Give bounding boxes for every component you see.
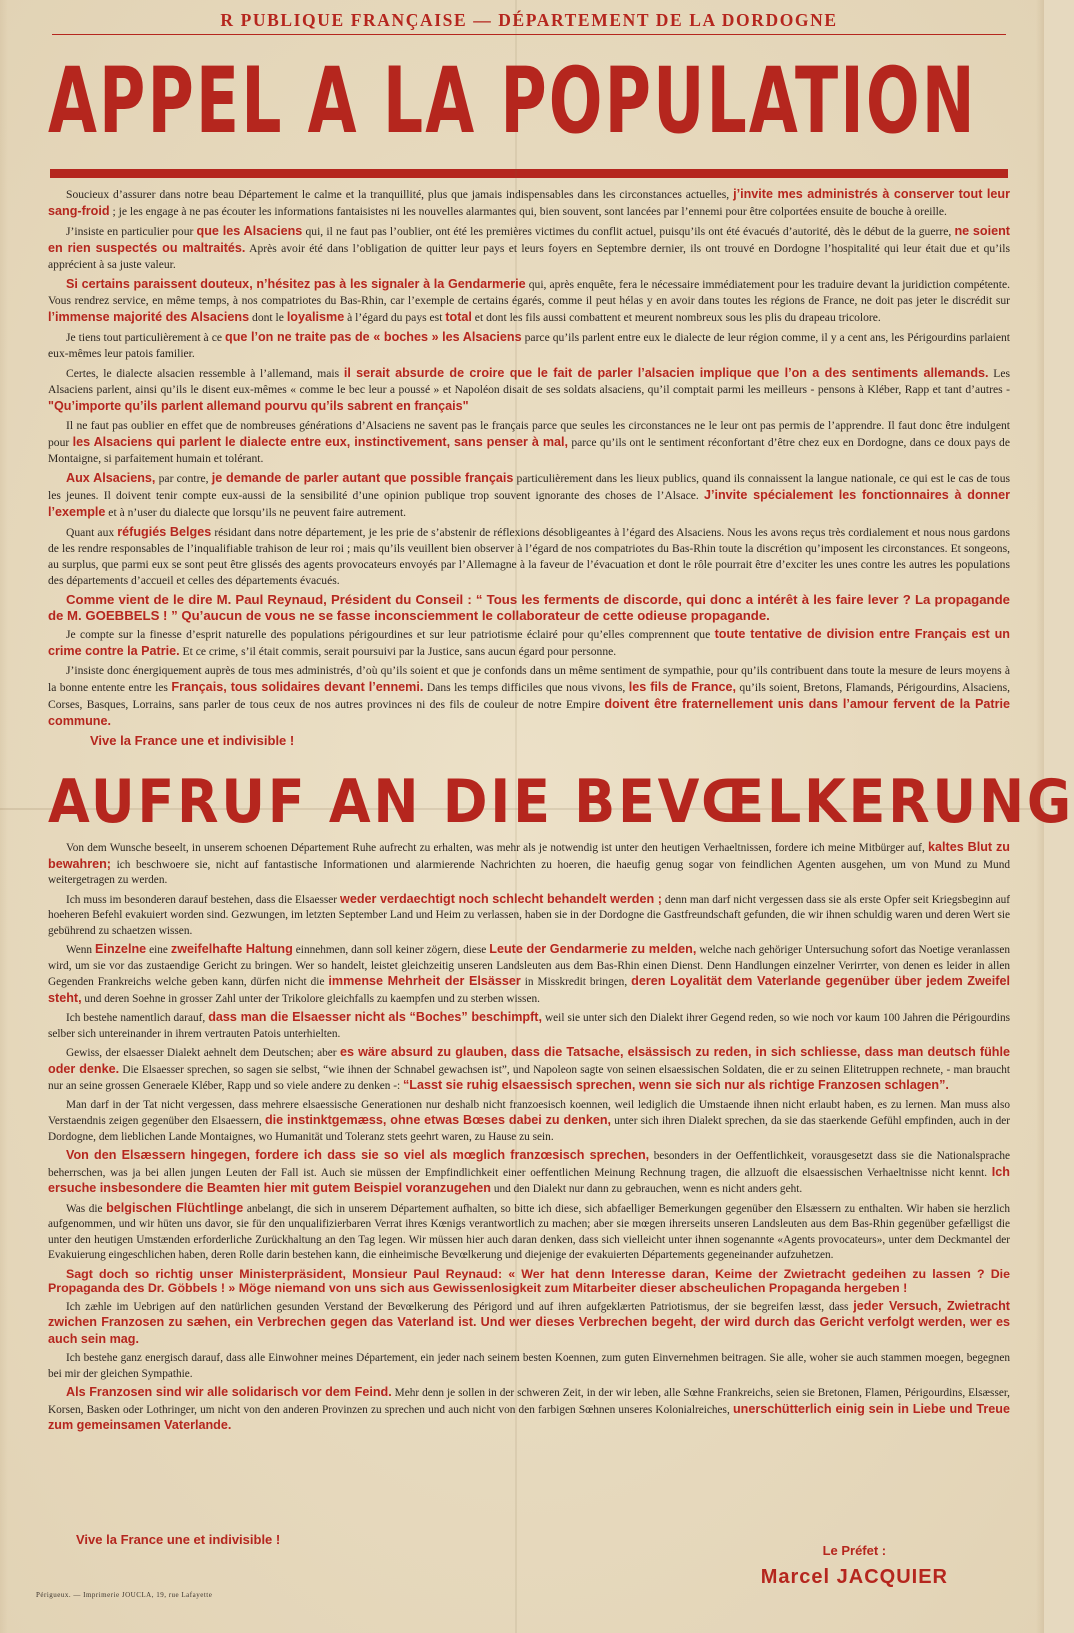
emphasis-text: Aux Alsaciens,	[66, 471, 156, 485]
body-text: in Misskredit bringen,	[520, 976, 632, 988]
fr-paragraph	[48, 626, 1010, 660]
fr-paragraph	[48, 663, 1010, 730]
emphasis-text: die instinktgemæss, ohne etwas Bœses dabei zu denken,	[264, 1113, 612, 1127]
emphasis-text: les fils de France,	[628, 680, 736, 694]
emphasis-text: doivent être fraternellement unis dans l’amour fervent de la Patrie commune.	[48, 697, 1010, 728]
emphasis-text: kaltes Blut zu bewahren;	[48, 840, 1010, 871]
emphasis-text: j’invite mes administrés à conserver tout leur sang-froid	[48, 187, 1010, 218]
emphasis-text: les Alsaciens qui parlent le dialecte entre eux, instinctivement, sans penser à mal,	[72, 435, 569, 449]
body-text: Die Elsaesser sprechen, so sagen sie selbst, “wie ihnen der Schnabel gewachsen ist”, und Napoleon sagte von seinen elsaessischen Soldaten, die er zu seinen Elitetruppen rechnete, - man braucht nur an seine grossen Generaele Kléber, Rapp und so viele andere zu denken -:	[48, 1063, 1011, 1092]
body-text: Von dem Wunsche beseelt, in unserem schoenen Département Ruhe aufrecht zu erhalten, was mehr als je notwendig ist unter den heutigen Verhaeltnissen, fordere ich meine Mitbürger auf,	[66, 842, 928, 854]
body-text: par contre,	[155, 472, 212, 485]
de-paragraph	[48, 892, 1010, 940]
title-german: AUFRUF AN DIE BEVŒLKERUNG	[48, 767, 1074, 837]
signature-role: Le Préfet :	[822, 1543, 887, 1558]
body-text: und deren Soehne in grosser Zahl unter der Trikolore gleichfalls zu kaempfen und zu sterben wissen.	[81, 992, 540, 1005]
body-text: résidant dans notre département, je les prie de s’abstenir de réflexions désobligeantes à l’égard des Alsaciens. Nous les avons reçus très cordialement et nous nous gardons de les rendre responsables de l’inqualifiable trahison de leur roi ; mais qu’ils veuillent bien observer à l’égard de nos compatriotes du Bas-Rhin toute la discrétion qu’imposent les circonstances. Et songeons, au surplus, que parmi eux se sont peut être glissés des agents provocateurs envoyés par l’Allemagne à la faveur de l’évacuation et dont le rôle pourrait être d’exciter les unes contre les autres les populations des départements d’accueil et celles des départements évacués.	[48, 526, 1010, 587]
fr-reynaud-quote: Comme vient de le dire M. Paul Reynaud, Président du Conseil : “ Tous les ferments de discorde, qui donc a intérêt à les faire lever ? La propagande de M. GOEBBELS ! ” Qu’aucun de vous ne se fasse inconsciemment le collaborateur de cette odieuse propagande.	[48, 592, 1010, 623]
body-text: anbelangt, die sich in unserem Département aufhalten, so bitte ich diese, sich abfaelliger Bemerkungen gegenüber den Elsæssern zu enthalten. Wir haben sie herzlich aufgenommen, und wir hüten uns davor, sie für den unqualifizierbaren Verrat ihres Kœnigs verantwortlich zu machen; aber sie mœgen ihrerseits unseren Landsleuten aus dem Bas-Rhin gegenüber gefælligst die unter den heutigen Umstænden erforderliche Zurückhaltung an den Tag legen. Wir müssen hier auch daran denken, dass sich vielleicht unter ihnen sogenannte «Agents provocateurs», unter dem Deckmantel der Evakuierung eingeschlichen haben, deren Rolle darin bestehen kann, die einheimische Bevœlkerung und diejenige der evakuierten Départements gegeneinander aufzuhetzen.	[48, 1202, 1010, 1261]
emphasis-text: Français, tous solidaires devant l’ennemi.	[171, 680, 424, 694]
de-paragraph	[48, 1148, 1010, 1198]
body-text: und den Dialekt nur dann zu gebrauchen, wenn es nicht anders geht.	[491, 1183, 803, 1195]
body-text: besonders in der Oeffentlichkeit, vorausgesetzt dass sie die Nationalsprache beherrschen, was ja bei allen jungen Leuten der Fall ist. Auch sie müssen der Empfindlichkeit einer oeffentlichen Meinung Rechnung tragen, die allzuoft die elsaessischen Verhaeltnisse nicht kennt.	[48, 1150, 1010, 1179]
emphasis-text: loyalisme	[286, 310, 345, 324]
body-text: welche nach gehöriger Untersuchung sofort das Noetige veranlassen wird, um sie vor das zustaendige Gericht zu bringen. Wer so handelt, leistet gleichzeitig unseren Landsleuten aus dem Bas-Rhin einen Dienst. Denn Handlungen einzelner Verirrter, von denen es leider in allen Gegenden Frankreichs welche geben kann, dürfen nicht die	[48, 944, 1010, 988]
fr-paragraph	[48, 524, 1010, 589]
emphasis-text: l’immense majorité des Alsaciens	[48, 310, 250, 324]
de-paragraph	[48, 942, 1010, 1007]
body-text: parce qu’ils ont le sentiment réconfortant d’être chez eux en Dordogne, dans ce doux pays de Montaigne, si parfaitement humain et tolérant.	[48, 436, 1010, 465]
body-text: Ich zæhle im Uebrigen auf den natürlichen gesunden Verstand der Bevœlkerung des Périgord und auf ihren aufgeklærten Patriotismus, der sie begreifen læsst, dass	[66, 1300, 854, 1313]
signature-block	[761, 1543, 948, 1589]
body-text: denn man darf nicht vergessen dass sie als erste Opfer seit Kriegsbeginn auf hoeheren Befehl evakuiert worden sind. Gezwungen, im letzten September Land und Heim zu verlassen, haben sie in der Dordogne die Gastfreundschaft gefunden, die wir ihnen schuldig waren und deren Wert sie gebührend zu schaetzen wissen.	[48, 893, 1011, 937]
body-text: Et ce crime, s’il était commis, serait poursuivi par la Justice, sans aucun égard pour personne.	[179, 645, 617, 658]
body-text: Man darf in der Tat nicht vergessen, dass mehrere elsaessische Generationen nur deshalb nicht franzoesisch koennen, weil lediglich die Umstaende ihnen nicht erlaubt haben, es zu lernen. Man muss also Verstaendnis zeigen gegenüber den Elsaessern,	[48, 1098, 1010, 1127]
emphasis-text: "Qu’importe qu’ils parlent allemand pourvu qu’ils sabrent en français"	[48, 399, 469, 413]
body-text: Les Alsaciens parlent, ainsi qu’ils le disent eux-mêmes « comme le bec leur a poussé » et Napoléon disait de ses soldats alsaciens, qu’il comptait parmi les meilleurs - pensons à Kléber, Rapp et tant d’autres -	[48, 367, 1011, 396]
emphasis-text: Si certains paraissent douteux, n’hésitez pas à les signaler à la Gendarmerie	[66, 277, 526, 291]
emphasis-text: Leute der Gendarmerie zu melden,	[489, 942, 697, 956]
body-text: Certes, le dialecte alsacien ressemble à l’allemand, mais	[66, 367, 344, 380]
body-text: J’insiste donc énergiquement auprès de tous mes administrés, d’où qu’ils soient et que je confonds dans un même sentiment de sympathie, pour qu’ils contribuent dans toute la mesure de leurs moyens à la bonne entente entre les	[48, 664, 1010, 694]
fr-paragraph	[48, 186, 1010, 220]
emphasis-text: Einzelne	[95, 942, 147, 956]
body-text: ; je les engage à ne pas écouter les informations fantaisistes ni les nouvelles alarmantes qui, bien souvent, sont lancées par l’ennemi pour être colportées ensuite de bouche à oreille.	[109, 205, 947, 218]
de-paragraph	[48, 1201, 1010, 1264]
emphasis-text: es wäre absurd zu glauben, dass die Tatsache, elsässisch zu reden, in sich schliesse, dass man deutsch fühle oder denke.	[48, 1045, 1011, 1076]
emphasis-text: belgischen Flüchtlinge	[106, 1200, 244, 1215]
poster-header: R PUBLIQUE FRANÇAISE — DÉPARTEMENT DE LA DORDOGNE	[52, 10, 1006, 35]
emphasis-text: que l’on ne traite pas de « boches » les Alsaciens	[225, 330, 522, 344]
printer-imprint: Périgueux. — Imprimerie JOUCLA, 19, rue Lafayette	[36, 1591, 213, 1599]
body-text: à l’égard du pays est	[344, 311, 446, 324]
fr-paragraph	[48, 276, 1010, 326]
emphasis-text: total	[445, 310, 472, 324]
body-text: particulièrement dans les lieux publics, quand ils connaissent la langue nationale, ce qui est le cas de tous les jeunes. Il doivent tenir compte eux-aussi de la sensibilité d’une opinion publique trop souvent ignorante des choses de l’Alsace.	[48, 472, 1010, 502]
body-text: Was die	[66, 1202, 107, 1215]
body-text: einnehmen, dann soll keiner zögern, diese	[292, 944, 490, 956]
body-text: Ich bestehe namentlich darauf,	[66, 1012, 209, 1024]
body-text: Wenn	[66, 944, 96, 956]
signature-name: Marcel JACQUIER	[760, 1566, 948, 1588]
fr-closing-slogan: Vive la France une et indivisible !	[90, 733, 295, 748]
title-underline-rule	[50, 169, 1008, 178]
body-text: ich beschwoere sie, nicht auf fantastische Informationen und alarmierende Nachrichten zu hoeren, die haeufig genug sogar von feindlichen Agenten ausgehen, um von Mund zu Mund weitergetragen zu werden.	[48, 858, 1010, 886]
emphasis-text: dass man die Elsaesser nicht als “Boches” beschimpft,	[208, 1010, 542, 1024]
body-text: Dans les temps difficiles que nous vivons,	[423, 681, 629, 694]
body-text: unter sich ihren Dialekt sprechen, da sie das staerkende Gefühl empfinden, auch in der Dordogne, dem lieblichen Lande Montaignes, wo Humanität und Toleranz stets geehrt waren, zu Hause zu sein.	[48, 1115, 1010, 1143]
german-text	[48, 840, 1010, 1435]
fr-paragraph	[48, 470, 1010, 521]
body-text: qu’ils soient, Bretons, Flamands, Périgourdins, Alsaciens, Corses, Basques, Lorrains, sans parler de tous ceux de nos autres provinces ni des fils de couleur de notre Empire	[48, 681, 1011, 711]
body-text: weil sie unter sich den Dialekt ihrer Gegend reden, so wie noch vor kaum 100 Jahren die Périgourdins selber sich untereinander in ihrem vertrauten Patois unterhielten.	[48, 1012, 1010, 1040]
de-paragraph	[48, 1299, 1010, 1349]
body-text: Je compte sur la finesse d’esprit naturelle des populations périgourdines et sur leur patriotisme éclairé pour qu’elles comprennent que	[66, 628, 715, 641]
body-text: qui, il ne faut pas l’oublier, ont été les premières victimes du conflit actuel, puisqu’ils ont été évacués d’autorité, dès le début de la guerre,	[302, 225, 955, 238]
emphasis-text: ne soient en rien suspectés ou maltraités.	[48, 224, 1010, 255]
body-text: Gewiss, der elsaesser Dialekt aehnelt dem Deutschen; aber	[66, 1047, 340, 1059]
emphasis-text: J’invite spécialement les fonctionnaires à donner l’exemple	[48, 488, 1010, 519]
emphasis-text: Ich ersuche insbesondere die Beamten hier mit gutem Beispiel voranzugehen	[48, 1164, 1010, 1195]
body-text: Mehr denn je sollen in der schweren Zeit, in der wir leben, alle Sœhne Frankreichs, seien sie Bretonen, Flamen, Périgourdins, Elsæsser, Korsen, Basken oder Lothringer, um nicht von den anderen Provinzen zu sprechen und auch nicht von den farbigen Sœhnen unseres Kolonialreiches,	[48, 1387, 1011, 1416]
de-paragraph	[48, 1045, 1010, 1095]
emphasis-text: jeder Versuch, Zwietracht zwichen Franzosen zu sæhen, ein Verbrechen gegen das Vaterland ist. Und wer dieses Verbrechen begeht, der wird durch das Gericht verfolgt werden, wer es auch sein mag.	[48, 1298, 1010, 1346]
de-paragraph	[48, 1351, 1010, 1382]
title-french: APPEL A LA POPULATION	[48, 49, 977, 154]
fr-paragraph	[48, 223, 1010, 273]
body-text: et dont les fils aussi combattent et meurent nombreux sous les plis du drapeau tricolore.	[471, 311, 881, 324]
de-paragraph	[48, 1385, 1010, 1435]
body-text: Soucieux d’assurer dans notre beau Département le calme et la tranquillité, plus que jamais indispensables dans les circonstances actuelles,	[66, 188, 734, 201]
emphasis-text: je demande de parler autant que possible français	[211, 471, 514, 485]
body-text: Quant aux	[66, 526, 118, 539]
de-reynaud-quote: Sagt doch so richtig unser Ministerpräsident, Monsieur Paul Reynaud: « Wer hat denn Interesse daran, Keime der Zwietracht gedeihen zu lassen ? Die Propaganda des Dr. Göbbels ! » Möge niemand von uns sich aus Gewissenlosigkeit zum Mitarbeiter dieser abscheulichen Propaganda hergeben !	[48, 1266, 1010, 1295]
emphasis-text: que les Alsaciens	[196, 224, 303, 238]
emphasis-text: zweifelhafte Haltung	[170, 942, 293, 956]
body-text: Après avoir été dans l’obligation de quitter leur pays et leurs foyers en Septembre dernier, ils ont trouvé en Dordogne l’hospitalité qui leur était due et qu’ils apprécient à sa juste valeur.	[48, 242, 1010, 271]
fr-paragraph	[48, 365, 1010, 415]
emphasis-text: unerschütterlich einig sein in Liebe und Treue zum gemeinsamen Vaterlande.	[48, 1401, 1010, 1432]
fr-paragraph	[48, 329, 1010, 362]
emphasis-text: il serait absurde de croire que le fait de parler l’alsacien implique que l’on a des sentiments allemands.	[343, 366, 989, 380]
body-text: Je tiens tout particulièrement à ce	[66, 331, 225, 344]
de-paragraph	[48, 1010, 1010, 1042]
fr-paragraph	[48, 418, 1010, 467]
body-text: Ich muss im besonderen darauf bestehen, dass die Elsaesser	[66, 893, 341, 906]
emphasis-text: réfugiés Belges	[117, 525, 212, 539]
body-text: dont le	[249, 311, 287, 324]
emphasis-text: Von den Elsæssern hingegen, fordere ich dass sie so viel als mœglich franzœsisch sprechen,	[66, 1148, 650, 1162]
de-closing-slogan: Vive la France une et indivisible !	[76, 1532, 281, 1547]
emphasis-text: deren Loyalität dem Vaterlande gegenüber über jedem Zweifel steht,	[48, 974, 1010, 1005]
body-text: Il ne faut pas oublier en effet que de nombreuses générations d’Alsaciens ne savent pas le français parce que seules les circonstances ne le leur ont pas permis de l’apprendre. Il faut donc être indulgent pour	[48, 419, 1010, 449]
emphasis-text: “Lasst sie ruhig elsaessisch sprechen, wenn sie sich nur als richtige Franzosen schlagen”.	[402, 1078, 949, 1092]
de-paragraph	[48, 840, 1010, 889]
body-text: et à n’user du dialecte que lorsqu’ils ne peuvent faire autrement.	[105, 506, 407, 519]
emphasis-text: immense Mehrheit der Elsässer	[328, 974, 521, 988]
emphasis-text: toute tentative de division entre Français est un crime contre la Patrie.	[48, 627, 1010, 658]
de-paragraph	[48, 1098, 1010, 1146]
emphasis-text: Als Franzosen sind wir alle solidarisch vor dem Feind.	[66, 1385, 392, 1399]
body-text: parce qu’ils parlent entre eux le dialecte de leur région comme, il y a cent ans, les Périgourdins parlaient eux-mêmes leur patois familier.	[48, 331, 1010, 360]
french-text	[48, 186, 1010, 748]
body-text: qui, après enquête, fera le nécessaire immédiatement pour les traduire devant la juridiction compétente. Vous rendrez service, en même temps, à nos compatriotes du Bas-Rhin, car l’exemple de certains égarés, comme il peut hélas y en avoir dans toutes les régions de France, ne doit pas jeter le discrédit sur	[48, 278, 1010, 307]
body-text: Ich bestehe ganz energisch darauf, dass alle Einwohner meines Département, ein jeder nach seinem besten Koennen, zum guten Einvernehmen beitragen. Sie alle, woher sie auch stammen moegen, begegnen bei mir der gleichen Sympathie.	[48, 1352, 1010, 1380]
body-text: eine	[146, 944, 171, 956]
emphasis-text: weder verdaechtigt noch schlecht behandelt werden ;	[340, 891, 662, 906]
body-text: J’insiste en particulier pour	[66, 225, 197, 238]
